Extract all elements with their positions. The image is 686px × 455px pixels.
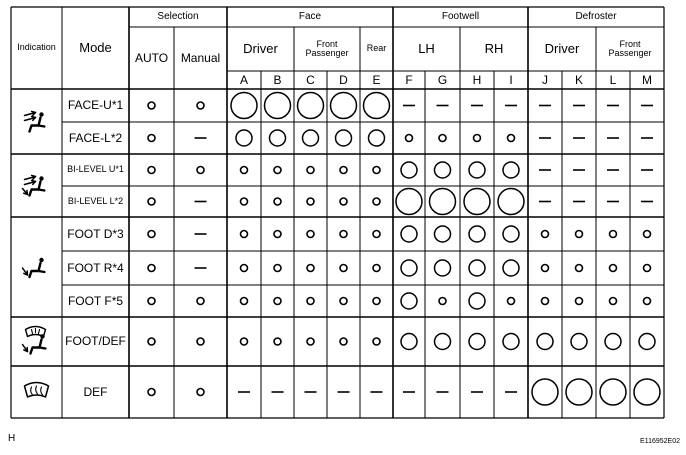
header-defroster-driver: Driver [544, 41, 580, 57]
vent-h-mark-medium-circle [469, 293, 485, 309]
vent-j-mark-small-circle [542, 265, 549, 272]
vent-letter-b: B [273, 72, 282, 87]
header-footwell: Footwell [441, 10, 480, 22]
auto-mark-small-circle [148, 389, 155, 396]
vent-j-mark-medium-circle [537, 334, 553, 350]
vent-d-mark-small-circle [340, 338, 347, 345]
vent-f-mark-medium-circle [401, 226, 417, 242]
vent-c-mark-small-circle [307, 298, 314, 305]
mode-label: BI-LEVEL U*1 [67, 164, 124, 175]
vent-b-mark-small-circle [274, 167, 281, 174]
vent-a-mark-small-circle [241, 231, 248, 238]
vent-a-mark-small-circle [241, 338, 248, 345]
vent-f-mark-medium-circle [401, 260, 417, 276]
vent-letter-d: D [339, 72, 348, 87]
header-face-driver: Driver [243, 41, 278, 57]
vent-m-mark-medium-circle [639, 334, 655, 350]
vent-b-mark-small-circle [274, 265, 281, 272]
vent-h-mark-medium-circle [469, 334, 485, 350]
vent-e-mark-small-circle [373, 167, 380, 174]
header-mode: Mode [79, 40, 112, 56]
auto-mark-small-circle [148, 198, 155, 205]
vent-c-mark-small-circle [307, 265, 314, 272]
vent-h-mark-small-circle [474, 135, 481, 142]
vent-f-mark-small-circle [406, 135, 413, 142]
face-vent-icon [25, 111, 45, 131]
vent-b-mark-medium-circle [270, 130, 286, 146]
header-defroster-front-passenger: Front Passenger [608, 38, 652, 58]
manual-mark-small-circle [197, 167, 204, 174]
vent-c-mark-small-circle [307, 231, 314, 238]
vent-g-mark-medium-circle [435, 162, 451, 178]
vent-b-mark-small-circle [274, 231, 281, 238]
auto-mark-small-circle [148, 135, 155, 142]
figure-code: E116952E02 [640, 438, 680, 445]
vent-g-mark-large-circle [430, 189, 456, 215]
vent-m-mark-small-circle [644, 265, 651, 272]
vent-f-mark-medium-circle [401, 162, 417, 178]
vent-i-mark-medium-circle [503, 260, 519, 276]
vent-e-mark-small-circle [373, 198, 380, 205]
vent-e-mark-small-circle [373, 298, 380, 305]
vent-g-mark-small-circle [439, 298, 446, 305]
bi-level-vent-icon [23, 175, 45, 195]
vent-l-mark-small-circle [610, 298, 617, 305]
vent-g-mark-medium-circle [435, 226, 451, 242]
vent-e-mark-small-circle [373, 231, 380, 238]
vent-i-mark-small-circle [508, 298, 515, 305]
vent-l-mark-medium-circle [605, 334, 621, 350]
mode-label: FACE-L*2 [68, 130, 123, 145]
vent-e-mark-medium-circle [369, 130, 385, 146]
auto-mark-small-circle [148, 265, 155, 272]
vent-b-mark-small-circle [274, 198, 281, 205]
manual-mark-small-circle [197, 338, 204, 345]
manual-mark-small-circle [197, 102, 204, 109]
vent-letter-i: I [509, 72, 513, 87]
vent-h-mark-medium-circle [469, 162, 485, 178]
vent-d-mark-small-circle [340, 298, 347, 305]
vent-a-mark-medium-circle [236, 130, 252, 146]
foot-def-vent-icon [23, 327, 46, 354]
mode-label: FOOT F*5 [67, 293, 124, 308]
vent-j-mark-small-circle [542, 231, 549, 238]
header-face-rear: Rear [366, 43, 387, 54]
mode-label: FACE-U*1 [67, 98, 124, 113]
vent-a-mark-small-circle [241, 198, 248, 205]
vent-letter-j: J [542, 72, 548, 87]
manual-mark-small-circle [197, 389, 204, 396]
vent-e-mark-small-circle [373, 265, 380, 272]
vent-i-mark-small-circle [508, 135, 515, 142]
vent-l-mark-large-circle [600, 379, 626, 405]
vent-letter-g: G [437, 72, 448, 87]
vent-k-mark-medium-circle [571, 334, 587, 350]
vent-d-mark-medium-circle [336, 130, 352, 146]
mode-label: BI-LEVEL L*2 [67, 195, 124, 206]
vent-i-mark-large-circle [498, 189, 524, 215]
vent-letter-m: M [642, 72, 652, 87]
vent-c-mark-small-circle [307, 167, 314, 174]
mode-label: FOOT D*3 [67, 226, 124, 241]
mode-label: FOOT/DEF [65, 334, 126, 349]
vent-d-mark-small-circle [340, 265, 347, 272]
header-footwell-lh: LH [418, 41, 435, 57]
vent-j-mark-small-circle [542, 298, 549, 305]
vent-c-mark-medium-circle [303, 130, 319, 146]
vent-l-mark-small-circle [610, 265, 617, 272]
header-selection: Selection [157, 10, 199, 22]
header-auto: AUTO [134, 50, 169, 65]
vent-f-mark-medium-circle [401, 334, 417, 350]
manual-mark-small-circle [197, 298, 204, 305]
vent-letter-c: C [306, 72, 315, 87]
vent-letter-e: E [372, 72, 381, 87]
vent-f-mark-large-circle [396, 189, 422, 215]
vent-a-mark-small-circle [241, 265, 248, 272]
vent-k-mark-small-circle [576, 298, 583, 305]
foot-vent-icon [23, 258, 45, 277]
header-footwell-rh: RH [484, 41, 504, 57]
header-face: Face [298, 10, 322, 22]
auto-mark-small-circle [148, 102, 155, 109]
vent-c-mark-small-circle [307, 198, 314, 205]
vent-b-mark-small-circle [274, 338, 281, 345]
figure-label: H [8, 433, 16, 444]
vent-b-mark-large-circle [265, 93, 291, 119]
vent-c-mark-small-circle [307, 338, 314, 345]
vent-i-mark-medium-circle [503, 162, 519, 178]
mode-label: FOOT R*4 [67, 260, 124, 275]
vent-g-mark-medium-circle [435, 260, 451, 276]
vent-e-mark-small-circle [373, 338, 380, 345]
auto-mark-small-circle [148, 167, 155, 174]
vent-l-mark-small-circle [610, 231, 617, 238]
vent-letter-l: L [609, 72, 617, 87]
vent-a-mark-large-circle [231, 93, 257, 119]
vent-f-mark-medium-circle [401, 293, 417, 309]
vent-c-mark-large-circle [298, 93, 324, 119]
vent-letter-k: K [574, 72, 583, 87]
vent-h-mark-large-circle [464, 189, 490, 215]
header-manual: Manual [180, 50, 221, 65]
vent-i-mark-medium-circle [503, 226, 519, 242]
vent-a-mark-small-circle [241, 298, 248, 305]
vent-h-mark-medium-circle [469, 260, 485, 276]
auto-mark-small-circle [148, 338, 155, 345]
vent-letter-a: A [239, 72, 248, 87]
vent-d-mark-small-circle [340, 167, 347, 174]
mode-label: DEF [83, 384, 108, 399]
vent-h-mark-medium-circle [469, 226, 485, 242]
header-defroster: Defroster [575, 10, 617, 22]
vent-j-mark-large-circle [532, 379, 558, 405]
vent-g-mark-small-circle [439, 135, 446, 142]
vent-e-mark-large-circle [364, 93, 390, 119]
auto-mark-small-circle [148, 298, 155, 305]
vent-d-mark-large-circle [331, 93, 357, 119]
header-face-front-passenger: Front Passenger [305, 38, 349, 58]
vent-b-mark-small-circle [274, 298, 281, 305]
auto-mark-small-circle [148, 231, 155, 238]
vent-d-mark-small-circle [340, 198, 347, 205]
vent-k-mark-large-circle [566, 379, 592, 405]
vent-a-mark-small-circle [241, 167, 248, 174]
vent-letter-f: F [405, 72, 413, 87]
vent-m-mark-small-circle [644, 231, 651, 238]
vent-d-mark-small-circle [340, 231, 347, 238]
vent-m-mark-large-circle [634, 379, 660, 405]
vent-k-mark-small-circle [576, 231, 583, 238]
vent-letter-h: H [472, 72, 482, 87]
vent-k-mark-small-circle [576, 265, 583, 272]
vent-i-mark-medium-circle [503, 334, 519, 350]
header-indication: Indication [17, 42, 56, 53]
windshield-defroster-icon [25, 383, 49, 398]
vent-g-mark-medium-circle [435, 334, 451, 350]
vent-m-mark-small-circle [644, 298, 651, 305]
